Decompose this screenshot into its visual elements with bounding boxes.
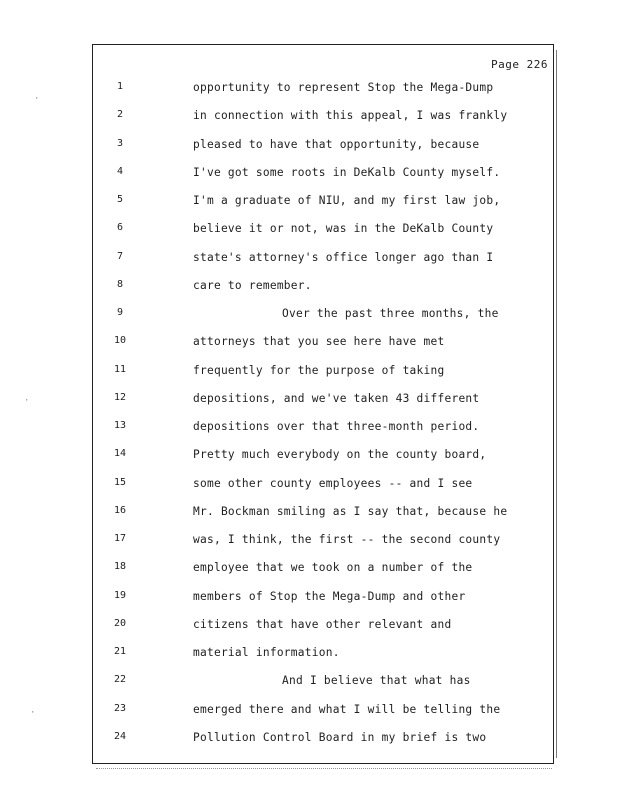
transcript-line: [0, 731, 618, 759]
transcript-line: [0, 81, 618, 109]
line-number: 2: [116, 109, 124, 121]
line-text: citizens that have other relevant and: [193, 617, 452, 631]
line-text: employee that we took on a number of the: [193, 561, 473, 575]
line-text: members of Stop the Mega-Dump and other: [193, 589, 466, 603]
line-text: I've got some roots in DeKalb County myself.: [193, 165, 501, 179]
line-number: 8: [116, 278, 124, 290]
scan-speck: ·: [30, 708, 36, 718]
line-text: emerged there and what I will be telling the: [193, 702, 501, 716]
transcript-line: [0, 279, 618, 307]
transcript-line: [0, 618, 618, 646]
transcript-line: [0, 448, 618, 476]
transcript-line: [0, 364, 618, 392]
line-number: 10: [113, 335, 127, 347]
line-text: believe it or not, was in the DeKalb County: [193, 222, 494, 236]
transcript-line: [0, 674, 618, 702]
transcript-line: [0, 646, 618, 674]
line-text: And I believe that what has: [282, 674, 471, 688]
line-text: Pretty much everybody on the county board,: [193, 448, 487, 462]
line-number: 7: [116, 250, 124, 262]
line-number: 24: [113, 730, 127, 742]
line-text: Mr. Bockman smiling as I say that, because he: [193, 504, 508, 518]
line-number: 19: [113, 589, 127, 601]
line-number: 5: [116, 194, 124, 205]
transcript-line: [0, 251, 618, 279]
line-text: state's attorney's office longer ago than I: [193, 250, 494, 264]
transcript-line: [0, 335, 618, 363]
line-text: care to remember.: [193, 278, 312, 292]
line-number: 6: [116, 222, 124, 234]
line-text: attorneys that you see here have met: [193, 335, 445, 349]
line-text: pleased to have that opportunity, because: [193, 137, 480, 151]
line-text: depositions over that three-month period.: [193, 420, 480, 433]
transcript-line: [0, 109, 618, 137]
line-number: 4: [116, 165, 124, 177]
line-number: 15: [113, 476, 127, 488]
transcript-line: [0, 561, 618, 589]
transcript-line: [0, 392, 618, 420]
line-number: 14: [113, 448, 127, 460]
line-number: 13: [113, 420, 127, 431]
transcript-line: [0, 138, 618, 166]
line-text: Over the past three months, the: [282, 307, 499, 320]
line-number: 22: [113, 674, 127, 686]
transcript-line: [0, 533, 618, 561]
footer-rule: [96, 768, 552, 769]
transcript-line: [0, 194, 618, 222]
line-number: 21: [113, 646, 127, 657]
line-text: depositions, and we've taken 43 different: [193, 391, 480, 405]
line-number: 16: [113, 504, 127, 516]
scan-speck: ·: [24, 396, 30, 406]
line-number: 9: [116, 307, 124, 318]
transcript-line: [0, 590, 618, 618]
transcript-line: [0, 703, 618, 731]
line-number: 20: [113, 617, 127, 629]
line-text: I'm a graduate of NIU, and my first law job,: [193, 194, 501, 207]
line-number: 18: [113, 561, 127, 573]
line-number: 17: [113, 533, 127, 544]
line-text: frequently for the purpose of taking: [193, 363, 445, 377]
line-number: 1: [116, 81, 124, 92]
transcript-line: [0, 166, 618, 194]
transcript-line: [0, 222, 618, 250]
transcript-line: [0, 477, 618, 505]
line-text: some other county employees -- and I see: [193, 476, 473, 490]
transcript-line: [0, 307, 618, 335]
line-text: material information.: [193, 646, 340, 659]
line-number: 23: [113, 702, 127, 714]
line-number: 3: [116, 137, 124, 149]
line-number: 12: [113, 391, 127, 403]
line-text: Pollution Control Board in my brief is two: [193, 730, 487, 744]
line-text: was, I think, the first -- the second county: [193, 533, 501, 546]
transcript-line: [0, 505, 618, 533]
line-number: 11: [113, 363, 127, 375]
scan-speck: ·: [34, 94, 40, 104]
page-number: Page 226: [491, 58, 548, 71]
transcript-line: [0, 420, 618, 448]
line-text: in connection with this appeal, I was frankly: [193, 109, 508, 123]
line-text: opportunity to represent Stop the Mega-Dump: [193, 81, 494, 94]
